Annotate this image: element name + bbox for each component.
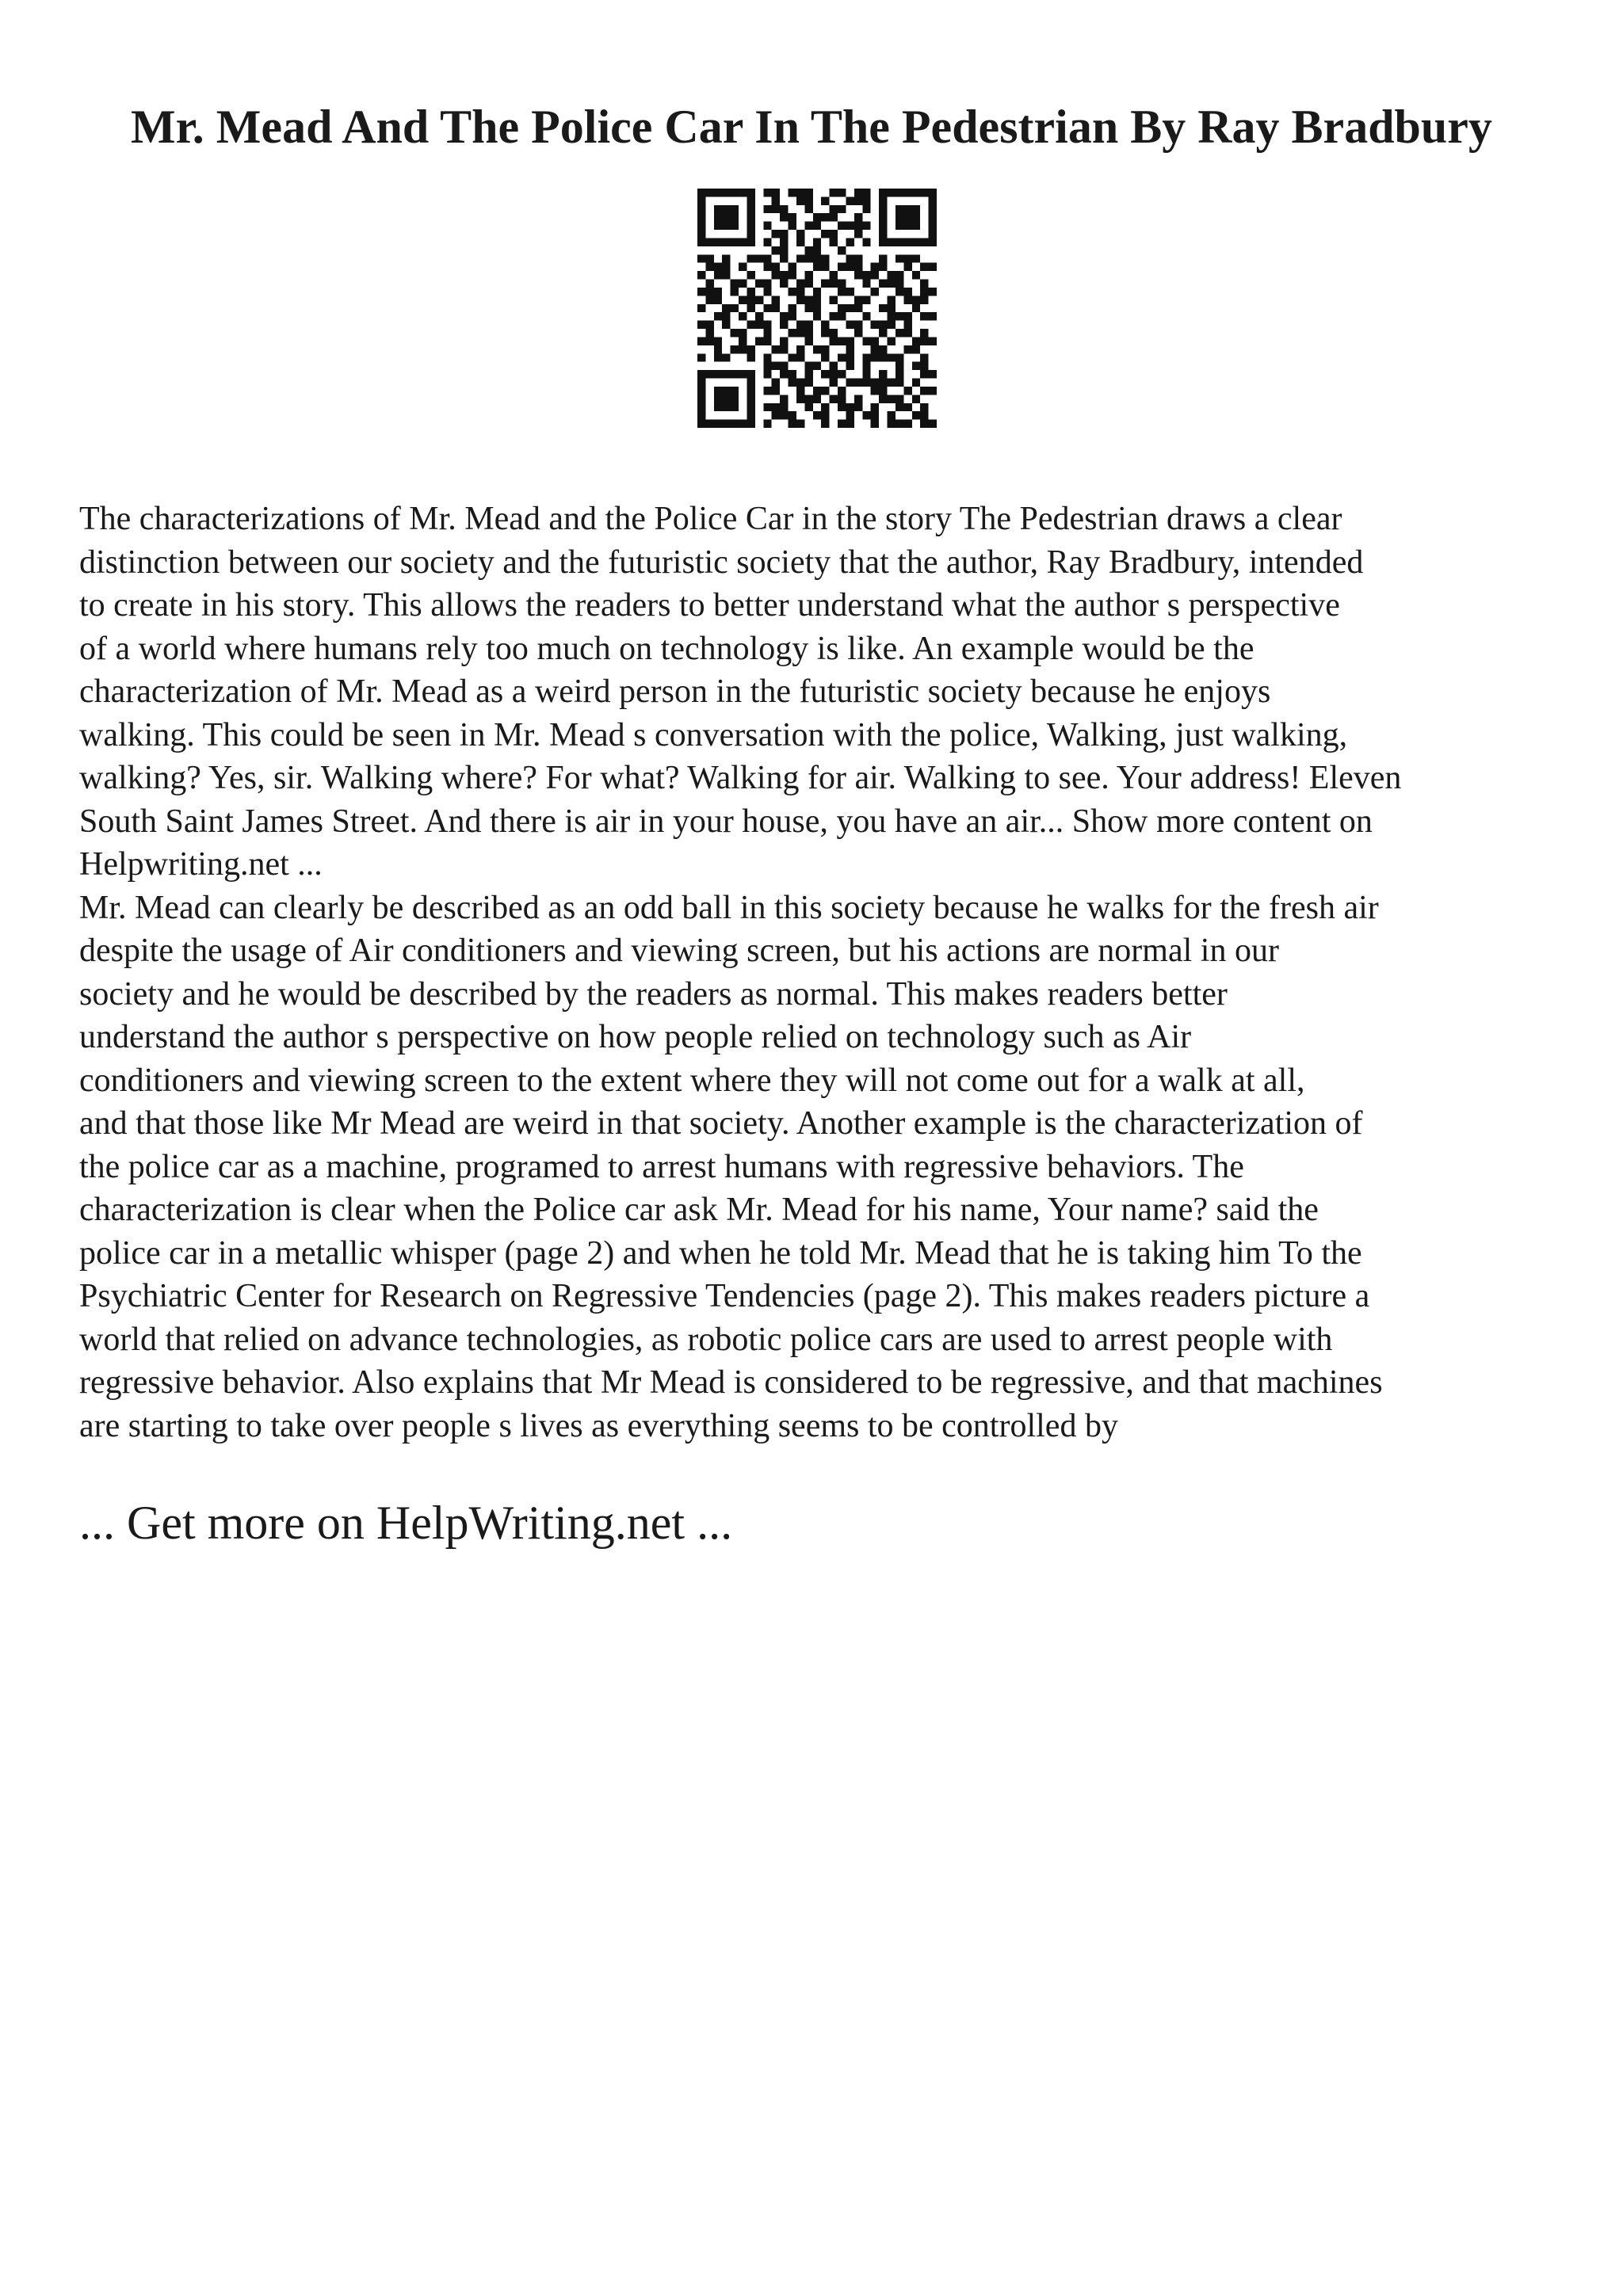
body-line: of a world where humans rely too much on technology is like. An example would be the: [79, 630, 1254, 667]
body-line: police car in a metallic whisper (page 2) and when he told Mr. Mead that he is taking him To the: [79, 1234, 1362, 1272]
body-line: world that relied on advance technologies, as robotic police cars are used to arrest people with: [79, 1321, 1333, 1358]
body-line: understand the author s perspective on how people relied on technology such as Air: [79, 1019, 1192, 1055]
body-line: The characterizations of Mr. Mead and the Police Car in the story The Pedestrian draws a clear: [79, 501, 1342, 537]
body-line: distinction between our society and the futuristic society that the author, Ray Bradbury, intended: [79, 543, 1364, 581]
body-line: regressive behavior. Also explains that Mr Mead is considered to be regressive, and that machines: [79, 1364, 1383, 1401]
body-line: walking? Yes, sir. Walking where? For what? Walking for air. Walking to see. Your address! Eleven: [79, 760, 1402, 796]
article-body: [79, 498, 1569, 1447]
body-line: and that those like Mr Mead are weird in that society. Another example is the characterization of: [79, 1105, 1363, 1142]
document-title: Mr. Mead And The Police Car In The Pedestrian By Ray Bradbury: [131, 101, 1492, 153]
body-line: conditioners and viewing screen to the extent where they will not come out for a walk at all,: [79, 1062, 1305, 1099]
body-line: South Saint James Street. And there is air in your house, you have an air... Show more content on: [79, 803, 1373, 840]
body-line: walking. This could be seen in Mr. Mead s conversation with the police, Walking, just walking,: [79, 716, 1348, 753]
body-line: Helpwriting.net ...: [79, 846, 323, 883]
body-line: despite the usage of Air conditioners and viewing screen, but his actions are normal in our: [79, 933, 1279, 969]
qr-code-icon: [697, 189, 937, 428]
body-line: the police car as a machine, programed to arrest humans with regressive behaviors. The: [79, 1148, 1244, 1185]
body-line: characterization of Mr. Mead as a weird person in the futuristic society because he enjoys: [79, 673, 1271, 710]
body-line: to create in his story. This allows the readers to better understand what the author s perspective: [79, 587, 1340, 624]
body-line: are starting to take over people s lives as everything seems to be controlled by: [79, 1407, 1118, 1444]
body-line: society and he would be described by the readers as normal. This makes readers better: [79, 975, 1228, 1013]
body-line: characterization is clear when the Police car ask Mr. Mead for his name, Your name? said the: [79, 1192, 1319, 1228]
body-line: Psychiatric Center for Research on Regressive Tendencies (page 2). This makes readers picture a: [79, 1278, 1370, 1314]
get-more-link[interactable]: ... Get more on HelpWriting.net ...: [79, 1497, 733, 1549]
body-line: Mr. Mead can clearly be described as an odd ball in this society because he walks for the fresh air: [79, 889, 1379, 926]
